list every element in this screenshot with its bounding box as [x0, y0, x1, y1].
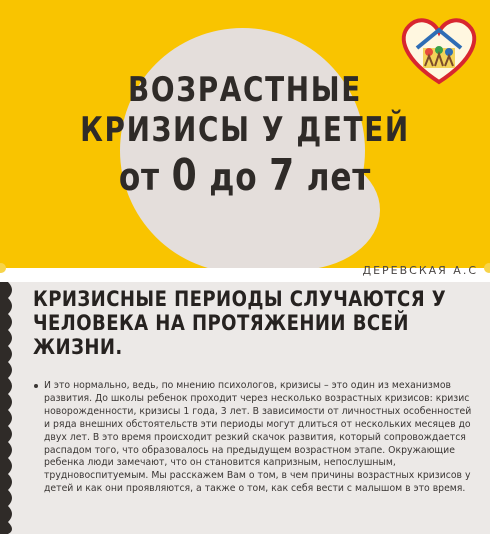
title-age-end: 7: [269, 150, 296, 202]
title-word-years: лет: [295, 155, 372, 200]
title-line-3: [44, 150, 446, 202]
title-age-start: 0: [171, 150, 198, 202]
organization-logo: [395, 8, 483, 88]
decorative-dot-right: [484, 263, 490, 273]
bullet-icon: [34, 384, 38, 388]
title-word-from: от: [118, 155, 172, 200]
body-paragraph: И это нормально, ведь, по мнению психологов, кризисы – это один из механизмов развития. До школы ребенок проходит через несколько возрастных кризисов: кризис новорожденности, кризисы 1 года, 3 лет. В зависимости от личностных особенностей и ряда внешних обстоятельств эти периоды могут длиться от нескольких месяцев до двух лет. В это время происходит резкий скачок развития, который сопровождается распадом того, что образовалось на предыдущем возрастном этапе. Окружающие ребенка люди замечают, что он становится капризным, непослушным, трудновоспитуемым. Мы расскажем Вам о том, в чем причины возрастных кризисов у детей и как они проявляются, а также о том, как себя вести с малышом в это время.: [44, 380, 472, 495]
scalloped-border: [0, 282, 22, 534]
title-line-2: КРИЗИСЫ У ДЕТЕЙ: [80, 110, 410, 151]
section-heading: КРИЗИСНЫЕ ПЕРИОДЫ СЛУЧАЮТСЯ У ЧЕЛОВЕКА НА ПРОТЯЖЕНИИ ВСЕЙ ЖИЗНИ.: [33, 287, 447, 360]
title-line-1: ВОЗРАСТНЫЕ: [128, 70, 362, 110]
decorative-dot-left: [0, 263, 6, 273]
slide-title: [0, 70, 490, 202]
title-word-to: до: [197, 155, 270, 200]
author-name: ДЕРЕВСКАЯ А.С: [362, 264, 478, 277]
